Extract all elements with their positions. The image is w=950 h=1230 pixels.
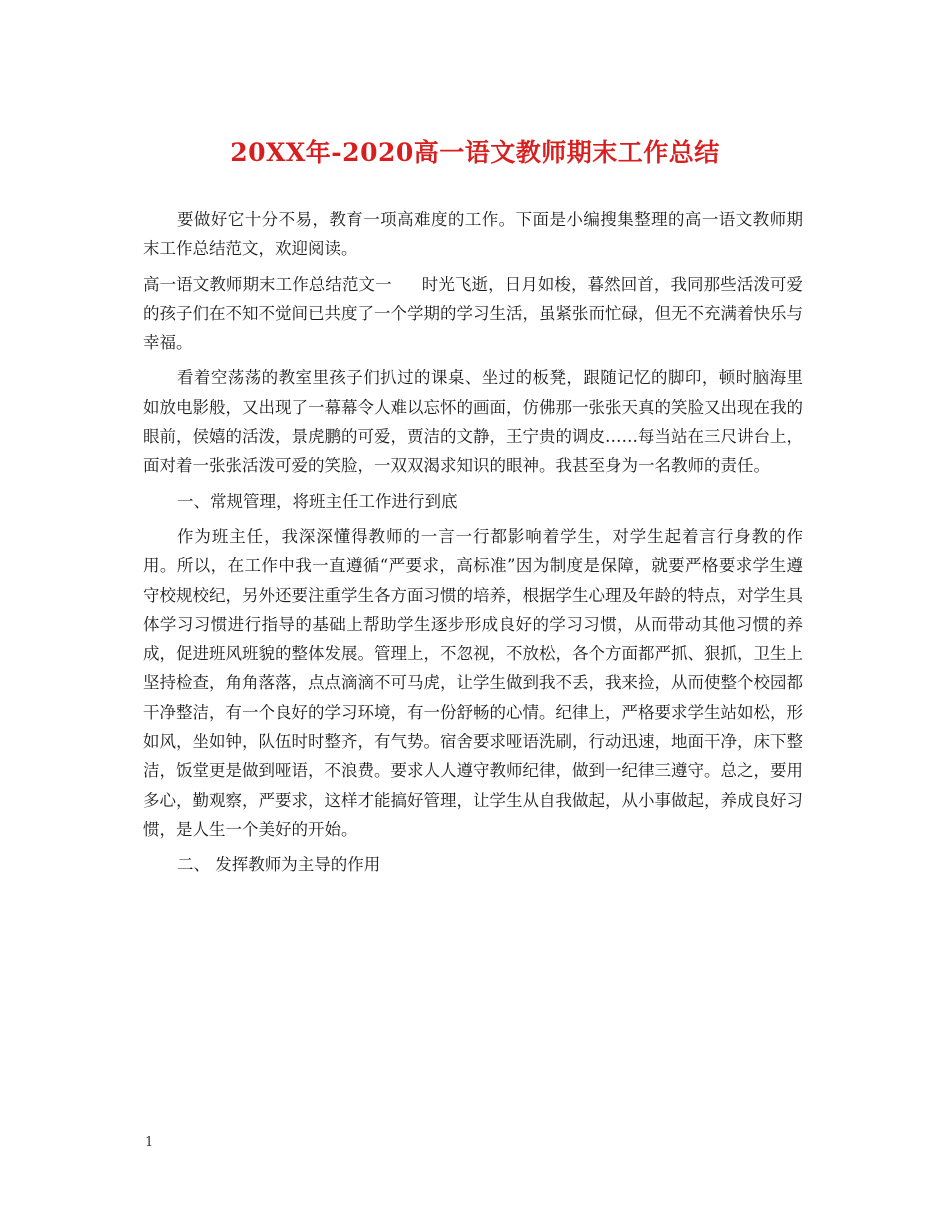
intro-paragraph: 要做好它十分不易，教育一项高难度的工作。下面是小编搜集整理的高一语文教师期末工作总结范文，欢迎阅读。 xyxy=(143,210,803,259)
memory-paragraph: 看着空荡荡的教室里孩子们扒过的课桌、坐过的板凳，跟随记忆的脚印，顿时脑海里如放电影般，又出现了一幕幕令人难以忘怀的画面，仿佛那一张张天真的笑脸又出现在我的眼前，侯嬉的活泼，景虎鹏的可爱，贾洁的文静，王宁贵的调皮……每当站在三尺讲台上，面对着一张张活泼可爱的笑脸，一双双渴求知识的眼神。我甚至身为一名教师的责任。 xyxy=(143,368,803,476)
section-heading-1: 一、常规管理，将班主任工作进行到底 xyxy=(177,491,458,511)
section-heading-2: 二、 发挥教师为主导的作用 xyxy=(177,855,381,875)
sample-label: 高一语文教师期末工作总结范文一 xyxy=(143,274,392,294)
sample-text: 时光飞逝，日月如梭，暮然回首，我同那些活泼可爱的孩子们在不知不觉间已共度了一个学期的学习生活，虽紧张而忙碌，但无不充满着快乐与幸福。 xyxy=(143,274,804,353)
document-title: 20XX年-2020高一语文教师期末工作总结 xyxy=(230,138,720,167)
document-body xyxy=(143,205,803,886)
sample-paragraph xyxy=(143,270,803,358)
page-number: 1 xyxy=(145,1135,154,1150)
section-body-1: 作为班主任，我深深懂得教师的一言一行都影响着学生，对学生起着言行身教的作用。所以，在工作中我一直遵循“严要求，高标准”因为制度是保障，就要严格要求学生遵守校规校纪，另外还要注重学生各方面习惯的培养，根据学生心理及年龄的特点，对学生具体学习习惯进行指导的基础上帮助学生逐步形成良好的学习习惯，从而带动其他习惯的养成，促进班风班貌的整体发展。管理上，不忽视，不放松，各个方面都严抓、狠抓，卫生上坚持检查，角角落落，点点滴滴不可马虎，让学生做到我不丢，我来捡，从而使整个校园都干净整洁，有一个良好的学习环境，有一份舒畅的心情。纪律上，严格要求学生站如松，形如风，坐如钟，队伍时时整齐，有气势。宿舍要求哑语洗刷，行动迅速，地面干净，床下整洁，饭堂更是做到哑语，不浪费。要求人人遵守教师纪律，做到一纪律三遵守。总之，要用多心，勤观察，严要求，这样才能搞好管理，让学生从自我做起，从小事做起，养成良好习惯，是人生一个美好的开始。 xyxy=(143,526,803,839)
